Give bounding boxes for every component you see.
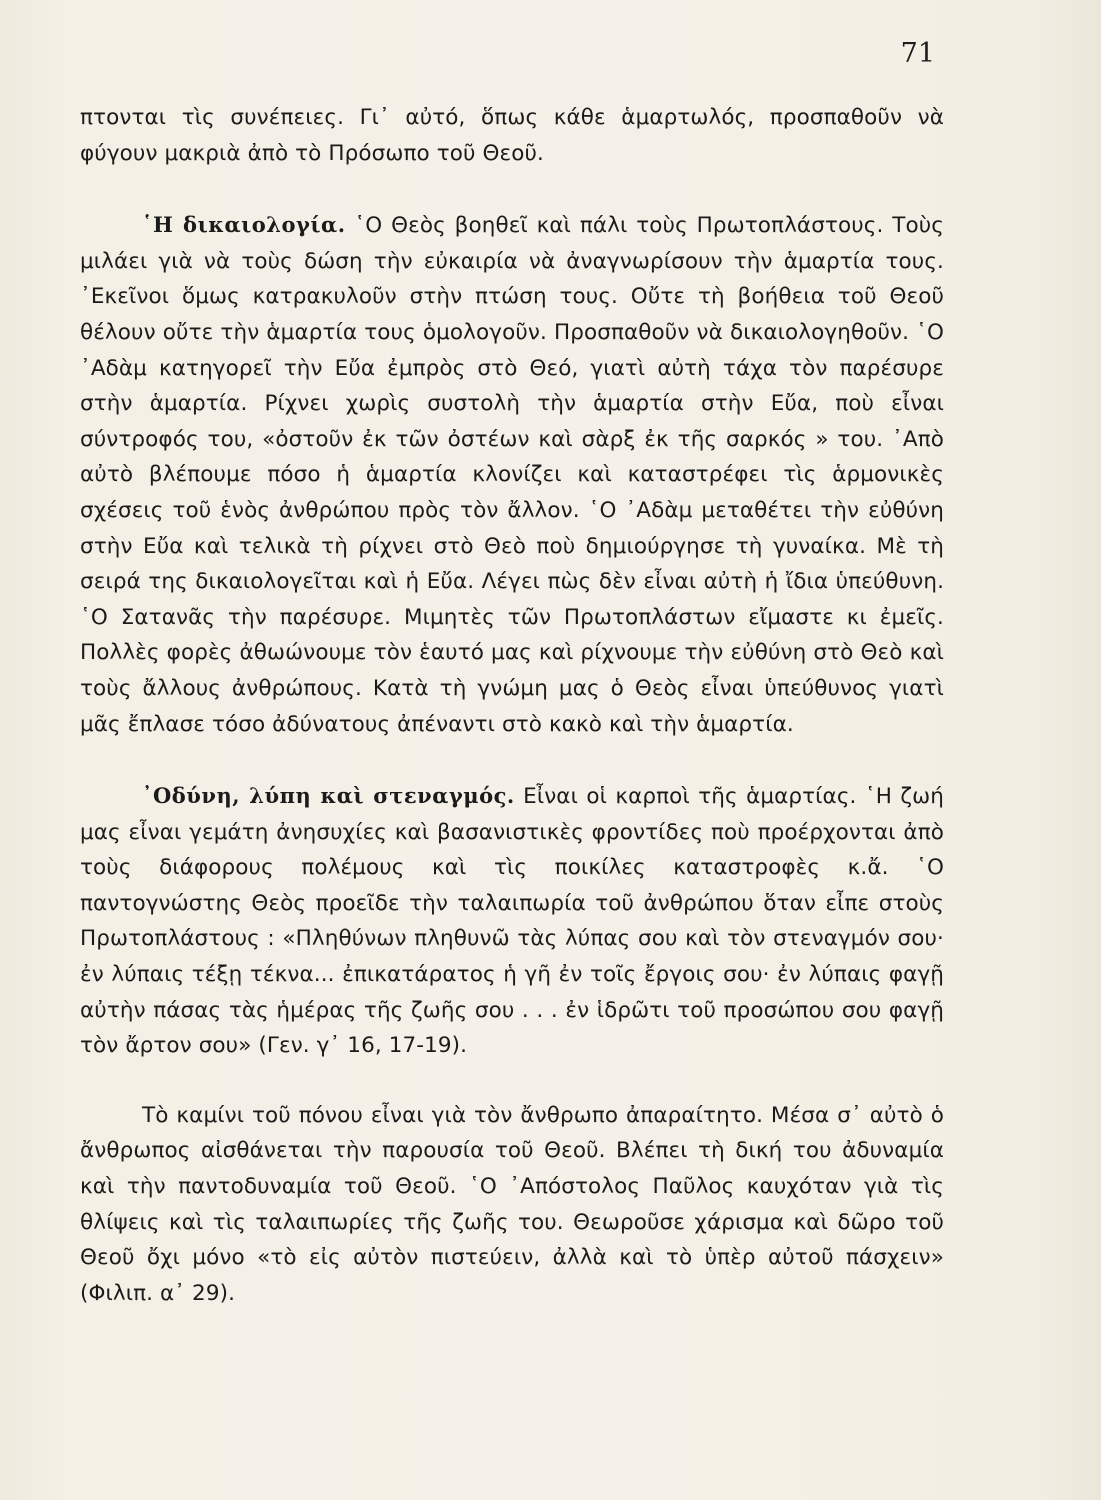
paragraph-3 (80, 778, 944, 1064)
paragraph-3-text: Εἶναι οἱ καρποὶ τῆς ἁμαρτίας. ῾Η ζωή μας εἶναι γεμάτη ἀνησυχίες καὶ βασανιστικὲς φροντίδες ποὺ προέρχονται ἀπὸ τοὺς διάφορους πολέμους καὶ τὶς ποικίλες καταστροφὲς κ.ἄ. ῾Ο παντογνώστης Θεὸς προεῖδε τὴν ταλαιπωρία τοῦ ἀνθρώπου ὅταν εἶπε στοὺς Πρωτοπλάστους : «Πληθύνων πληθυνῶ τὰς λύπας σου καὶ τὸν στεναγμόν σου· ἐν λύπαις τέξῃ τέκνα... ἐπικατάρατος ἡ γῆ ἐν τοῖς ἔργοις σου· ἐν λύπαις φαγῇ αὐτὴν πάσας τὰς ἡμέρας τῆς ζωῆς σου . . . ἐν ἱδρῶτι τοῦ προσώπου σου φαγῇ τὸν ἄρτον σου» (Γεν. γ᾽ 16, 17-19). (80, 784, 944, 1059)
paragraph-2-text: ῾Ο Θεὸς βοηθεῖ καὶ πάλι τοὺς Πρωτοπλάστους. Τοὺς μιλάει γιὰ νὰ τοὺς δώση τὴν εὐκαιρία νὰ ἀναγνωρίσουν τὴν ἁμαρτία τους. ᾽Εκεῖνοι ὅμως κατρακυλοῦν στὴν πτώση τους. Οὔτε τὴ βοήθεια τοῦ Θεοῦ θέλουν οὔτε τὴν ἁμαρτία τους ὁμολογοῦν. Προσπαθοῦν νὰ δικαιολογηθοῦν. ῾Ο ᾽Αδὰμ κατηγορεῖ τὴν Εὔα ἐμπρὸς στὸ Θεό, γιατὶ αὐτὴ τάχα τὸν παρέσυρε στὴν ἁμαρτία. Ρίχνει χωρὶς συστολὴ τὴν ἁμαρτία στὴν Εὔα, ποὺ εἶναι σύντροφός του, «ὀστοῦν ἐκ τῶν ὀστέων καὶ σὰρξ ἐκ τῆς σαρκός » του. ᾽Απὸ αὐτὸ βλέπουμε πόσο ἡ ἁμαρτία κλονίζει καὶ καταστρέφει τὶς ἁρμονικὲς σχέσεις τοῦ ἑνὸς ἀνθρώπου πρὸς τὸν ἄλλον. ῾Ο ᾽Αδὰμ μεταθέτει τὴν εὐθύνη στὴν Εὔα καὶ τελικὰ τὴ ρίχνει στὸ Θεὸ ποὺ δημιούργησε τὴ γυναίκα. Μὲ τὴ σειρά της δικαιολογεῖται καὶ ἡ Εὔα. Λέγει πὼς δὲν εἶναι αὐτὴ ἡ ἴδια ὑπεύθυνη. ῾Ο Σατανᾶς τὴν παρέσυρε. Μιμητὲς τῶν Πρωτοπλάστων εἴμαστε κι ἐμεῖς. Πολλὲς φορὲς ἀθωώνουμε τὸν ἑαυτό μας καὶ ρίχνουμε τὴν εὐθύνη στὸ Θεὸ καὶ τοὺς ἄλλους ἀνθρώπους. Κατὰ τὴ γνώμη μας ὁ Θεὸς εἶναι ὑπεύθυνος γιατὶ μᾶς ἔπλασε τόσο ἀδύνατους ἀπέναντι στὸ κακὸ καὶ τὴν ἁμαρτία. (80, 213, 944, 737)
paragraph-2 (80, 207, 944, 742)
body-text (80, 100, 944, 1311)
paragraph-4 (80, 1098, 944, 1312)
paragraph-1-text: πτονται τὶς συνέπειες. Γι᾽ αὐτό, ὅπως κάθε ἁμαρτωλός, προσπαθοῦν νὰ φύγουν μακριὰ ἀπὸ τὸ Πρόσωπο τοῦ Θεοῦ. (80, 105, 944, 166)
section-heading-pain-sorrow: ᾽Οδύνη, λύπη καὶ στεναγμός. (142, 783, 515, 809)
paragraph-gap (80, 1064, 944, 1098)
paragraph-gap (80, 171, 944, 207)
section-heading-justification: ῾Η δικαιολογία. (142, 212, 346, 238)
paragraph-4-text: Τὸ καμίνι τοῦ πόνου εἶναι γιὰ τὸν ἄνθρωπο ἀπαραίτητο. Μέσα σ᾽ αὐτὸ ὁ ἄνθρωπος αἰσθάνεται τὴν παρουσία τοῦ Θεοῦ. Βλέπει τὴ δική του ἀδυναμία καὶ τὴν παντοδυναμία τοῦ Θεοῦ. ῾Ο ᾽Απόστολος Παῦλος καυχόταν γιὰ τὶς θλίψεις καὶ τὶς ταλαιπωρίες τῆς ζωῆς του. Θεωροῦσε χάρισμα καὶ δῶρο τοῦ Θεοῦ ὄχι μόνο «τὸ εἰς αὐτὸν πιστεύειν, ἀλλὰ καὶ τὸ ὑπὲρ αὐτοῦ πάσχειν» (Φιλιπ. α᾽ 29). (80, 1102, 944, 1306)
page-number: 71 (900, 38, 935, 69)
paragraph-1 (80, 100, 944, 171)
paragraph-gap (80, 742, 944, 778)
